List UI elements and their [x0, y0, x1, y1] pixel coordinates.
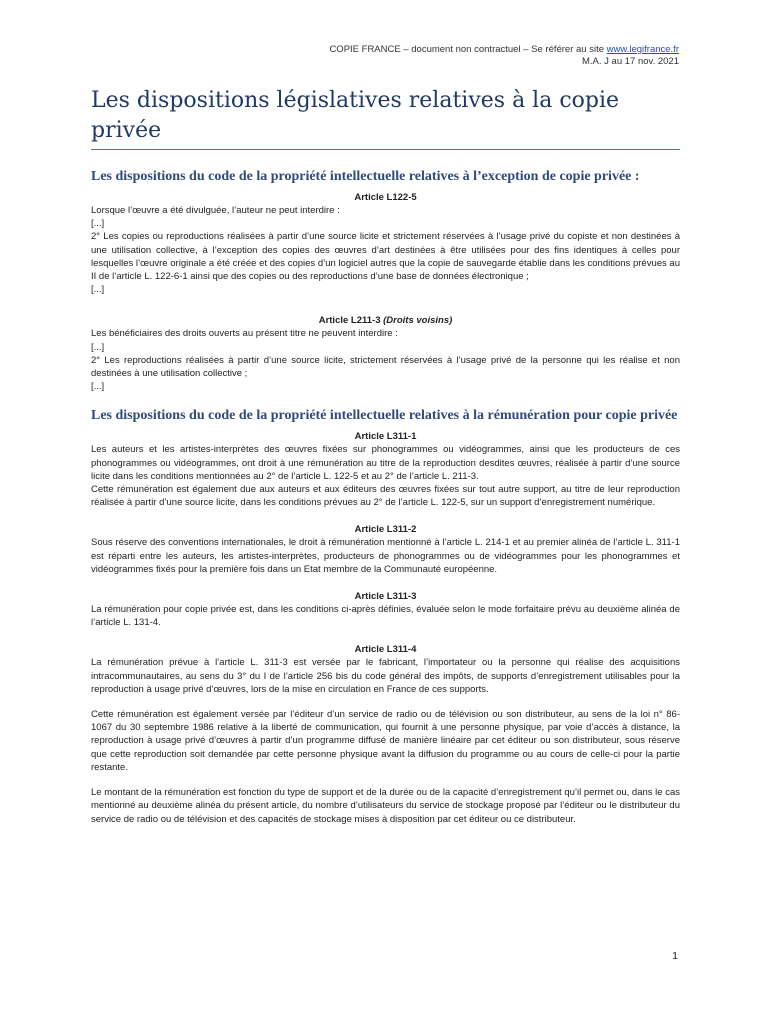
paragraph: Cette rémunération est également due aux auteurs et aux éditeurs des œuvres fixées sur tout autre support, au titre de leur reproduction réalisée à partir d’une source licite, dans les conditions prévues au 2° de l’article L. 122-5, sur un support d’enregistrement numérique. [91, 484, 680, 509]
section-heading-remuneration: Les dispositions du code de la propriété intellectuelle relatives à la rémunération pour copie privée [91, 408, 678, 424]
paragraph: La rémunération pour copie privée est, dans les conditions ci-après définies, évaluée selon le mode forfaitaire prévu au deuxième alinéa de l’article L. 131-4. [91, 604, 680, 629]
ellipsis: [...] [91, 218, 105, 230]
section-heading-exception: Les dispositions du code de la propriété intellectuelle relatives à l’exception de copie privée : [91, 169, 640, 184]
ellipsis: [...] [91, 284, 105, 296]
article-number: Article L211-3 [318, 315, 381, 327]
article-title-l311-3: Article L311-3 [354, 591, 417, 603]
paragraph: Lorsque l’œuvre a été divulguée, l’auteur ne peut interdire : [91, 205, 340, 216]
paragraph: 2° Les reproductions réalisées à partir d’une source licite, strictement réservées à l’usage privé de la personne qui les réalise et non destinées à une utilisation collective ; [91, 354, 680, 380]
paragraph: Les bénéficiaires des droits ouverts au présent titre ne peuvent interdire : [91, 328, 398, 340]
article-title-l311-2: Article L311-2 [354, 524, 417, 536]
article-title-l311-4: Article L311-4 [354, 644, 417, 656]
paragraph: Le montant de la rémunération est fonction du type de support et de la durée ou de la capacité d’enregistrement qu’il permet ou, dans le cas mentionné au deuxième alinéa du présent article, du nombre d’utilisateurs du service de stockage proposé par l’éditeur ou le distributeur du service de radio ou de télévision et des capacités de stockage mises à disposition par cet éditeur ou ce distributeur. [91, 787, 680, 825]
header-text: COPIE FRANCE – document non contractuel – Se référer au site [329, 44, 607, 55]
paragraph: 2° Les copies ou reproductions réalisées à partir d’une source licite et strictement réservées à l’usage privé du copiste et non destinées à une utilisation collective, à l’exception des copies des œuvres d’art destinées à être utilisées pour des fins identiques à celles pour lesquelles l’œuvre originale a été créée et des copies d’un logiciel autres que la copie de sauvegarde établie dans les conditions prévues au II de l’article L. 122-6-1 ainsi que des copies ou des reproductions d’une base de données électronique ; [91, 231, 680, 283]
paragraph: Cette rémunération est également versée par l’éditeur d’un service de radio ou de télévision ou son distributeur, au sens de la loi n° 86-1067 du 30 septembre 1986 relative à la liberté de communication, qui fournit à une personne physique, par voie d’accès à distance, la reproduction à usage privé d’œuvres à partir d’un programme diffusé de manière linéaire par cet éditeur ou son distributeur, sous réserve que cette reproduction soit demandée par cette personne physique avant la diffusion du programme ou au cours de celle-ci pour la partie restante. [91, 709, 680, 773]
header-update-date: M.A. J au 17 nov. 2021 [582, 56, 679, 67]
legifrance-link[interactable]: www.legifrance.fr [606, 44, 679, 55]
paragraph: Les auteurs et les artistes-interprètes des œuvres fixées sur phonogrammes ou vidéogrammes, ainsi que les producteurs de ces phonogrammes ou vidéogrammes, ont droit à une rémunération au titre de la reproduction desdites œuvres, réalisée à partir d’une source licite dans les conditions mentionnées au 2° de l’article L. 122-5 et au 2° de l’article L. 211-3. [91, 444, 680, 482]
article-title-l122-5: Article L122-5 [354, 192, 417, 203]
paragraph: Sous réserve des conventions internationales, le droit à rémunération mentionné à l’article L. 214-1 et au premier alinéa de l’article L. 311-1 est réparti entre les auteurs, les artistes-interprètes, producteurs de phonogrammes ou de vidéogrammes pour les phonogrammes et vidéogrammes fixés pour la première fois dans un Etat membre de la Communauté européenne. [91, 537, 680, 575]
ellipsis: [...] [91, 381, 105, 393]
ellipsis: [...] [91, 341, 105, 353]
header-line-1 [329, 44, 679, 56]
paragraph: La rémunération prévue à l’article L. 311-3 est versée par le fabricant, l’importateur ou la personne qui réalise des acquisitions intracommunautaires, au sens du 3° du I de l’article 256 bis du code général des impôts, de supports d’enregistrement utilisables pour la reproduction à usage privé d’œuvres, lors de la mise en circulation en France de ces supports. [91, 657, 680, 695]
document-body [91, 168, 680, 826]
page-header [329, 44, 679, 68]
article-title-l311-1: Article L311-1 [354, 431, 417, 443]
document-title: Les dispositions législatives relatives à la copie privée [91, 86, 680, 150]
article-title-l211-3 [91, 314, 680, 327]
article-subtitle: (Droits voisins) [383, 315, 453, 327]
page-number: 1 [672, 950, 678, 962]
